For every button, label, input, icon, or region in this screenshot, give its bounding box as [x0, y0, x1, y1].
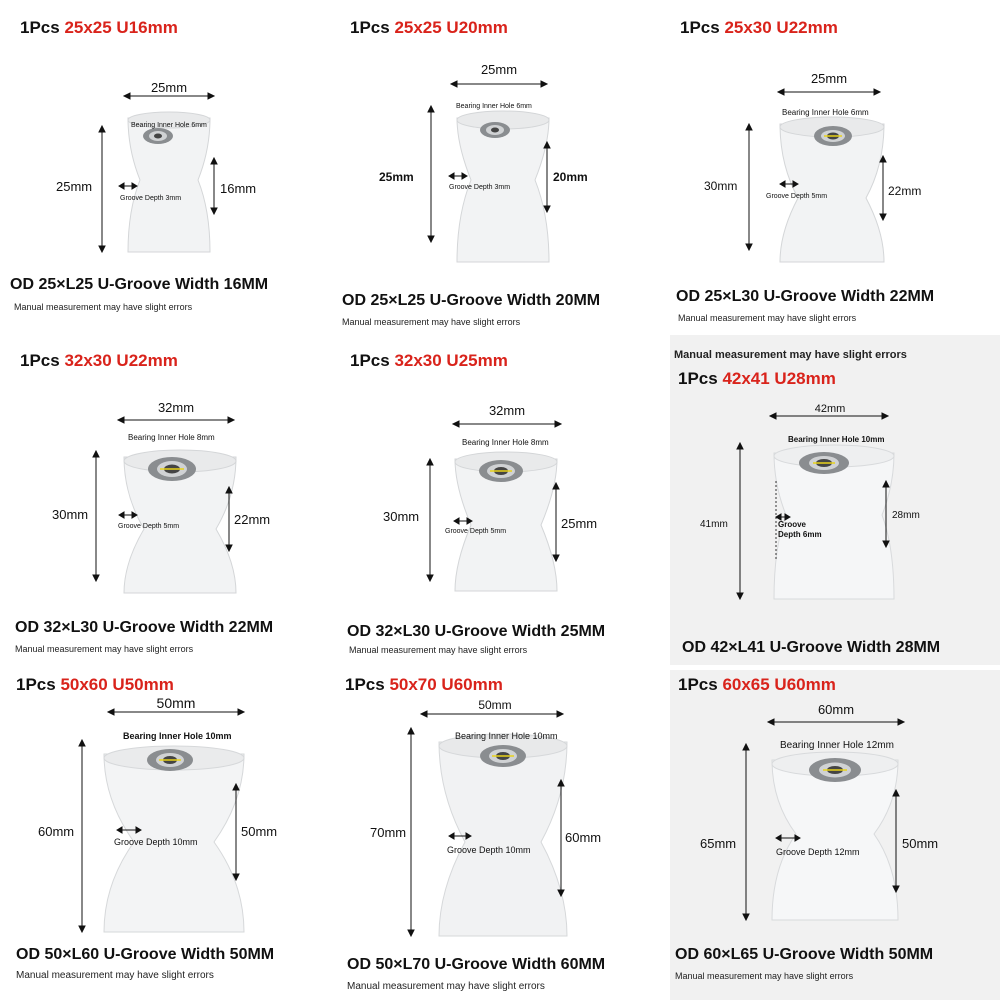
groove-depth-label-line1: Groove [778, 520, 807, 529]
width-dimension-line [778, 89, 880, 95]
height-label: 25mm [379, 170, 414, 184]
groove-depth-label: Groove Depth 3mm [120, 195, 182, 202]
groove-width-dimension-line [544, 142, 550, 212]
product-panel-50x70-u60[interactable] [335, 670, 665, 1000]
bearing-icon [143, 128, 173, 144]
product-panel-32x30-u22[interactable] [0, 335, 330, 665]
product-title: OD 60×L65 U-Groove Width 50MM [675, 946, 934, 963]
product-title: OD 25×L25 U-Groove Width 16MM [10, 276, 269, 293]
width-label: 25mm [150, 80, 188, 95]
groove-depth-label: Groove Depth 12mm [776, 847, 860, 857]
height-label: 30mm [383, 509, 420, 524]
product-title: OD 50×L60 U-Groove Width 50MM [16, 946, 275, 963]
height-dimension-line [737, 443, 743, 599]
product-panel-25x25-u20[interactable] [335, 0, 665, 330]
measurement-note: Manual measurement may have slight errors [349, 645, 528, 655]
spec-label: 25x25 U16mm [64, 18, 178, 37]
groove-depth-arrow [449, 173, 467, 179]
width-dimension-line [453, 421, 561, 427]
roller-diagram [0, 670, 330, 940]
width-dimension-line [451, 81, 547, 87]
height-label: 70mm [370, 825, 407, 840]
groove-depth-label: Groove Depth 10mm [447, 845, 531, 855]
groove-depth-label: Groove Depth 5mm [766, 193, 828, 200]
product-title: OD 50×L70 U-Groove Width 60MM [347, 956, 606, 973]
groove-depth-arrow [780, 181, 798, 187]
roller-diagram [335, 670, 665, 940]
groove-depth-label: Groove Depth 5mm [445, 528, 507, 535]
groove-depth-arrow [119, 512, 137, 518]
bearing-hole-label: Bearing Inner Hole 10mm [123, 731, 232, 741]
groove-depth-label: Groove Depth 5mm [118, 523, 180, 530]
bearing-hole-label: Bearing Inner Hole 8mm [462, 438, 549, 447]
bearing-hole-label: Bearing Inner Hole 8mm [128, 433, 215, 442]
bearing-icon [814, 126, 852, 146]
height-dimension-line [93, 451, 99, 581]
bearing-icon [480, 745, 526, 767]
groove-width-dimension-line [553, 483, 559, 561]
product-panel-50x60-u50[interactable] [0, 670, 330, 1000]
roller-diagram [0, 335, 330, 605]
measurement-note-top: Manual measurement may have slight errors [674, 349, 907, 361]
quantity-label: 1Pcs 60x65 U60mm [678, 675, 836, 694]
width-label: 32mm [157, 400, 195, 415]
product-panel-25x25-u16[interactable] [0, 0, 330, 330]
height-dimension-line [99, 126, 105, 252]
groove-width-label: 60mm [565, 830, 602, 845]
product-panel-25x30-u22[interactable] [670, 0, 1000, 330]
groove-width-label: 50mm [902, 836, 939, 851]
groove-depth-label: Groove Depth 10mm [114, 837, 198, 847]
bearing-icon [148, 457, 196, 481]
quantity-label: 1Pcs 42x41 U28mm [678, 369, 836, 388]
product-title: OD 32×L30 U-Groove Width 25MM [347, 623, 606, 640]
measurement-note: Manual measurement may have slight errors [675, 971, 854, 981]
groove-depth-label: Groove Depth 3mm [449, 184, 511, 191]
height-label: 30mm [704, 179, 738, 193]
quantity-label: 1Pcs 50x60 U50mm [16, 675, 174, 694]
width-label: 25mm [480, 62, 518, 77]
height-dimension-line [79, 740, 85, 932]
spec-label: 60x65 U60mm [722, 675, 836, 694]
bearing-hole-label: Bearing Inner Hole 10mm [455, 731, 558, 741]
measurement-note: Manual measurement may have slight errors [16, 970, 214, 981]
groove-width-dimension-line [893, 790, 899, 892]
height-label: 41mm [700, 519, 728, 530]
roller-diagram [0, 0, 330, 270]
groove-width-label: 22mm [234, 512, 271, 527]
bearing-hole-label: Bearing Inner Hole 6mm [131, 122, 207, 129]
height-label: 60mm [38, 824, 75, 839]
roller-diagram [335, 0, 665, 270]
height-dimension-line [743, 744, 749, 920]
height-dimension-line [427, 459, 433, 581]
bearing-hole-label: Bearing Inner Hole 10mm [788, 435, 885, 444]
spec-label: 32x30 U25mm [394, 351, 508, 370]
quantity-label: 1Pcs 32x30 U22mm [20, 351, 178, 370]
product-panel-60x65-u60[interactable] [670, 670, 1000, 1000]
spec-label: 32x30 U22mm [64, 351, 178, 370]
width-label: 50mm [478, 698, 512, 712]
spec-label: 25x30 U22mm [724, 18, 838, 37]
bearing-icon [809, 758, 861, 782]
bearing-icon [480, 122, 510, 138]
groove-width-label: 16mm [220, 181, 257, 196]
width-label: 25mm [810, 71, 848, 86]
groove-depth-arrow [119, 183, 137, 189]
height-dimension-line [746, 124, 752, 250]
height-label: 30mm [52, 507, 89, 522]
product-title: OD 32×L30 U-Groove Width 22MM [15, 619, 274, 636]
groove-depth-arrow [449, 833, 471, 839]
groove-depth-arrow [454, 518, 472, 524]
groove-width-label: 20mm [553, 170, 588, 184]
quantity-label: 1Pcs 25x25 U20mm [350, 18, 508, 37]
bearing-icon [479, 460, 523, 482]
quantity-label: 1Pcs 32x30 U25mm [350, 351, 508, 370]
measurement-note: Manual measurement may have slight errors [342, 317, 521, 327]
measurement-note: Manual measurement may have slight errors [678, 313, 857, 323]
roller-diagram [335, 335, 665, 605]
groove-width-label: 50mm [241, 824, 278, 839]
spec-label: 50x60 U50mm [60, 675, 174, 694]
width-label: 50mm [156, 695, 196, 711]
groove-width-dimension-line [211, 158, 217, 214]
groove-depth-arrow [776, 835, 800, 841]
spec-label: 42x41 U28mm [722, 369, 836, 388]
height-label: 25mm [56, 179, 93, 194]
roller-diagram [670, 335, 1000, 605]
product-title: OD 42×L41 U-Groove Width 28MM [682, 639, 941, 656]
width-label: 60mm [817, 702, 855, 717]
quantity-label: 1Pcs 25x25 U16mm [20, 18, 178, 37]
height-dimension-line [408, 728, 414, 936]
groove-width-label: 28mm [892, 510, 920, 521]
roller-diagram [670, 0, 1000, 270]
spec-label: 50x70 U60mm [389, 675, 503, 694]
height-label: 65mm [700, 836, 737, 851]
roller-diagram [670, 670, 1000, 940]
quantity-label: 1Pcs 25x30 U22mm [680, 18, 838, 37]
product-title: OD 25×L25 U-Groove Width 20MM [342, 292, 601, 309]
measurement-note: Manual measurement may have slight errors [14, 302, 193, 312]
measurement-note: Manual measurement may have slight errors [15, 644, 194, 654]
width-dimension-line [768, 719, 904, 725]
groove-width-label: 22mm [888, 184, 922, 198]
spec-label: 25x25 U20mm [394, 18, 508, 37]
width-dimension-line [118, 417, 234, 423]
bearing-hole-label: Bearing Inner Hole 6mm [782, 108, 869, 117]
product-title: OD 25×L30 U-Groove Width 22MM [676, 288, 935, 305]
measurement-note: Manual measurement may have slight errors [347, 981, 545, 992]
height-dimension-line [428, 106, 434, 242]
product-panel-32x30-u25[interactable] [335, 335, 665, 665]
width-label: 42mm [814, 403, 846, 415]
groove-width-dimension-line [880, 156, 886, 220]
bearing-hole-label: Bearing Inner Hole 12mm [780, 740, 894, 751]
width-label: 32mm [488, 403, 526, 418]
groove-width-label: 25mm [561, 516, 598, 531]
bearing-icon [799, 452, 849, 474]
bearing-icon [147, 749, 193, 771]
bearing-hole-label: Bearing Inner Hole 6mm [456, 103, 532, 110]
groove-depth-label-line2: Depth 6mm [778, 530, 822, 539]
product-panel-42x41-u28[interactable] [670, 335, 1000, 665]
quantity-label: 1Pcs 50x70 U60mm [345, 675, 503, 694]
